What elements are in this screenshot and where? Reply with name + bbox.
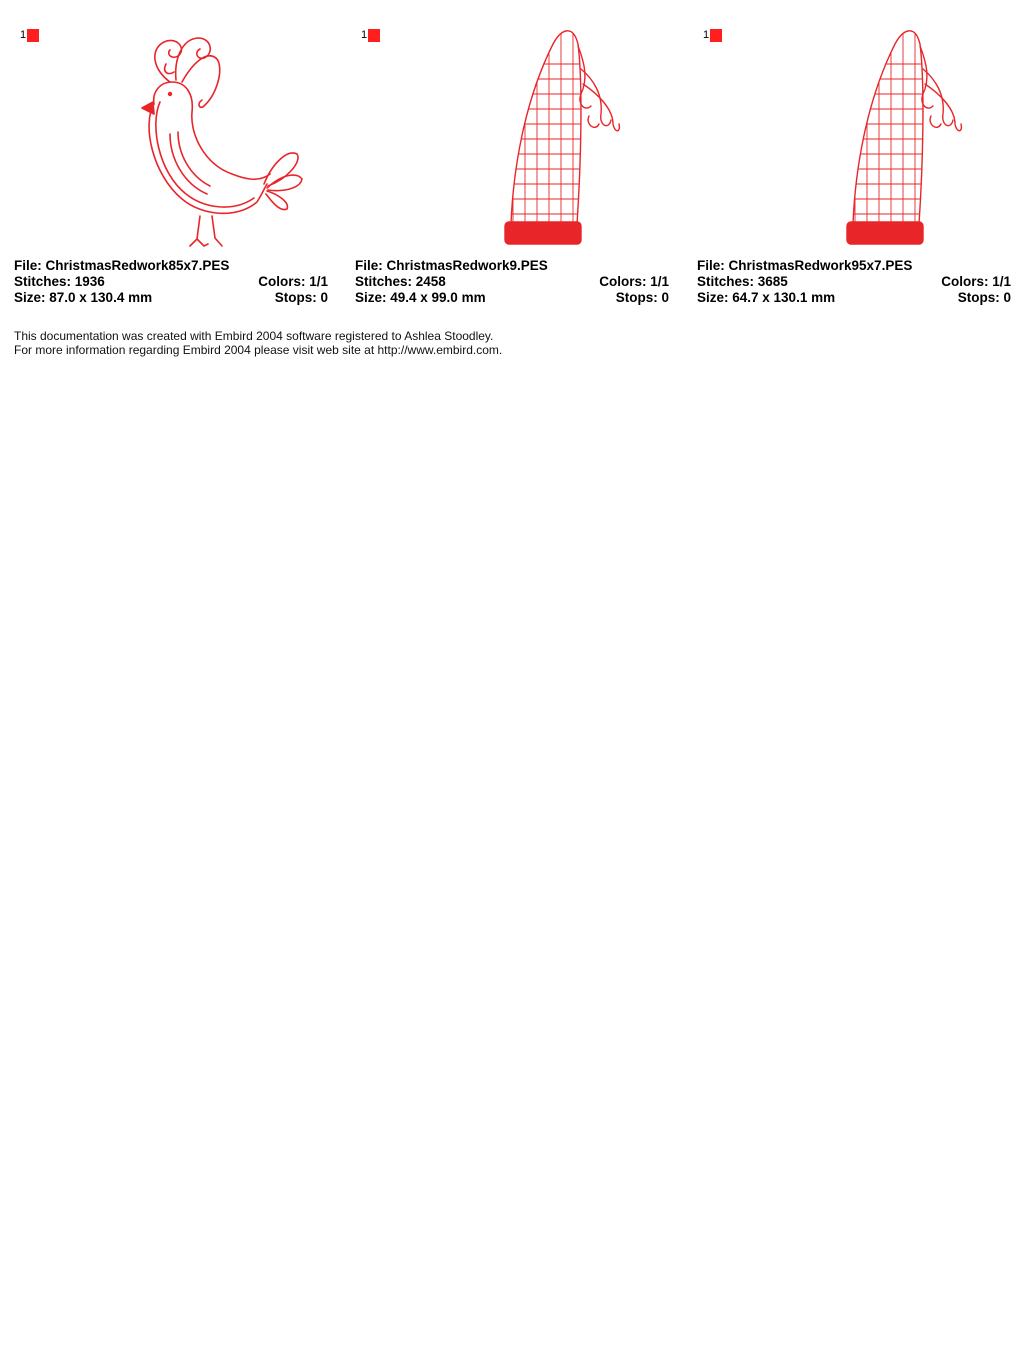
color-swatch bbox=[27, 29, 39, 42]
file-name: File: ChristmasRedwork9.PES bbox=[355, 258, 548, 273]
design-size: Size: 49.4 x 99.0 mm bbox=[355, 290, 486, 305]
color-index: 1 bbox=[20, 29, 27, 41]
file-name: File: ChristmasRedwork95x7.PES bbox=[697, 258, 913, 273]
santa-hat-icon bbox=[795, 24, 1011, 254]
stitch-count: Stitches: 2458 bbox=[355, 274, 446, 289]
stitch-count: Stitches: 1936 bbox=[14, 274, 105, 289]
color-tag bbox=[703, 28, 722, 42]
colors-count: Colors: 1/1 bbox=[258, 274, 328, 289]
design-info bbox=[14, 258, 328, 306]
design-info bbox=[697, 258, 1011, 306]
colors-count: Colors: 1/1 bbox=[599, 274, 669, 289]
color-tag bbox=[361, 28, 380, 42]
design-card bbox=[12, 22, 330, 312]
footer-website-line: For more information regarding Embird 2004 please visit web site at http://www.embird.com. bbox=[14, 343, 503, 357]
colors-count: Colors: 1/1 bbox=[941, 274, 1011, 289]
design-info bbox=[355, 258, 669, 306]
color-swatch bbox=[368, 29, 380, 42]
color-tag bbox=[20, 28, 39, 42]
color-index: 1 bbox=[703, 29, 710, 41]
file-name: File: ChristmasRedwork85x7.PES bbox=[14, 258, 230, 273]
design-size: Size: 87.0 x 130.4 mm bbox=[14, 290, 153, 305]
stops-count: Stops: 0 bbox=[615, 290, 669, 305]
stops-count: Stops: 0 bbox=[274, 290, 328, 305]
design-card bbox=[695, 22, 1013, 312]
color-swatch bbox=[710, 29, 722, 42]
design-card bbox=[353, 22, 671, 312]
stops-count: Stops: 0 bbox=[957, 290, 1011, 305]
color-index: 1 bbox=[361, 29, 368, 41]
santa-hat-icon bbox=[453, 24, 669, 254]
footer-credit-line: This documentation was created with Embird 2004 software registered to Ashlea Stoodley. bbox=[14, 329, 494, 343]
bird-icon bbox=[112, 24, 328, 254]
documentation-footer bbox=[14, 329, 502, 357]
design-size: Size: 64.7 x 130.1 mm bbox=[697, 290, 836, 305]
stitch-count: Stitches: 3685 bbox=[697, 274, 788, 289]
